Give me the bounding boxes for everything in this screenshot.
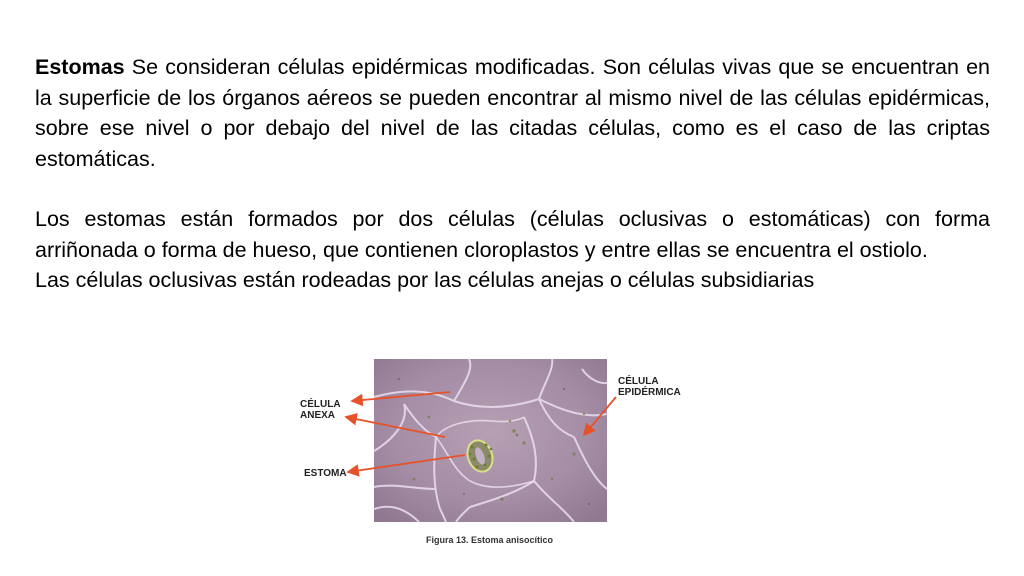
paragraph-spacer: [35, 174, 990, 204]
paragraph-estructura: Los estomas están formados por dos células (células oclusivas o estomáticas) con forma arriñonada o forma de hueso, que contienen cloroplastos y entre ellas se encuentra el ostiolo.: [35, 207, 990, 262]
label-estoma: ESTOMA: [304, 468, 347, 479]
paragraph-estomas: [35, 52, 990, 174]
body-text: [35, 52, 990, 296]
micrograph-image: [374, 359, 607, 522]
stoma-figure: [290, 355, 700, 555]
paragraph-celulas-anejas: Las células oclusivas están rodeadas por las células anejas o células subsidiarias: [35, 268, 815, 292]
label-celula-epidermica: CÉLULA EPIDÉRMICA: [618, 376, 681, 398]
paragraph-estomas-body: Se consideran células epidérmicas modificadas. Son células vivas que se encuentran en la superficie de los órganos aéreos se pueden encontrar al mismo nivel de las células epidérmicas, sobre ese nivel o por debajo del nivel de las citadas células, como es el caso de las criptas estomáticas.: [35, 55, 990, 171]
term-estomas: Estomas: [35, 55, 125, 79]
figure-caption: Figura 13. Estoma anisocítico: [426, 535, 554, 545]
label-celula-anexa: CÉLULA ANEXA: [300, 399, 341, 421]
